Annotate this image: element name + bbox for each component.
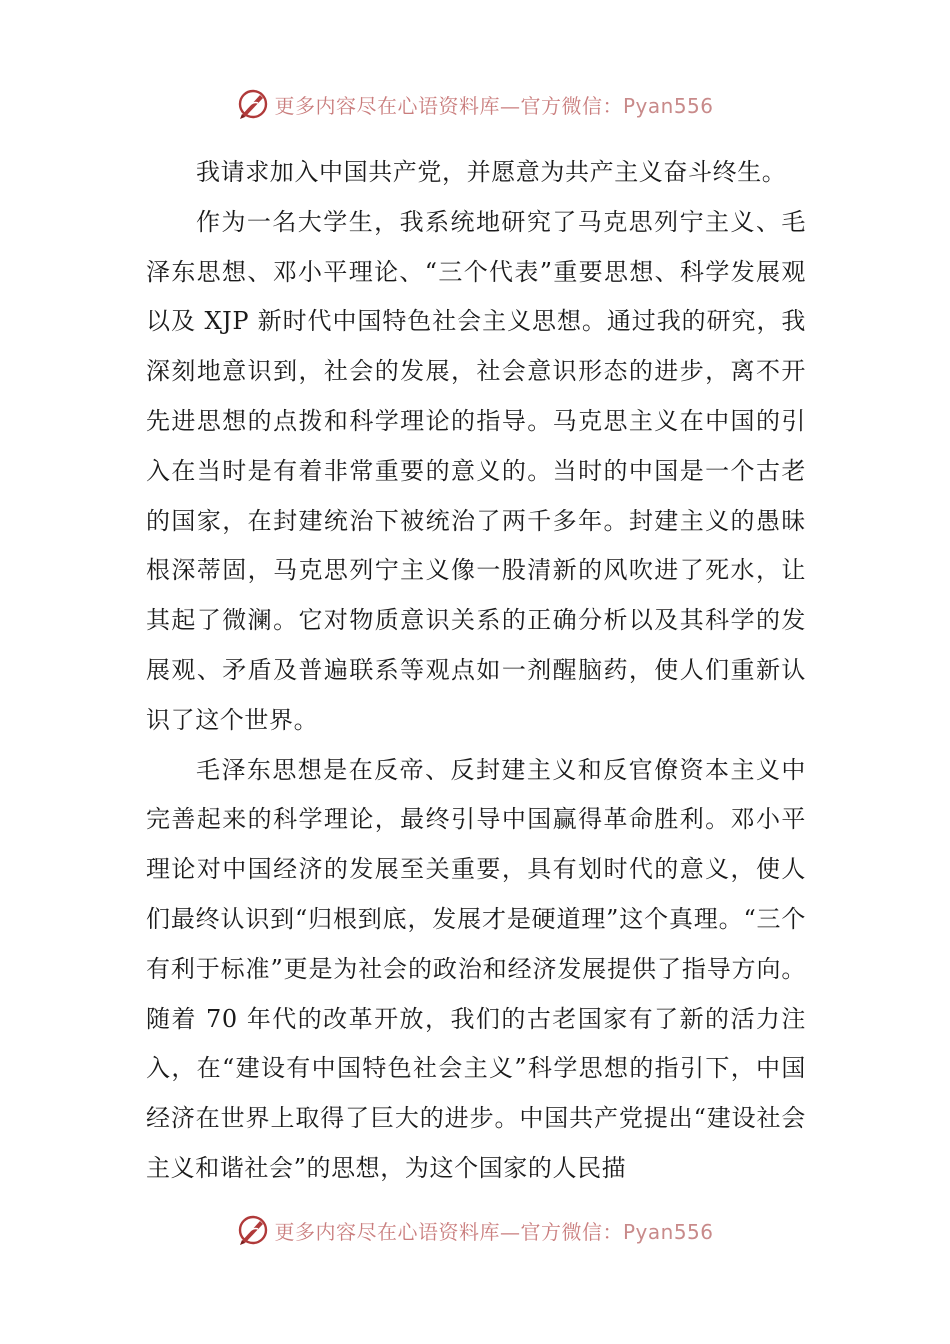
banner-main-text: 更多内容尽在心语资料库 [274, 1219, 500, 1244]
footer-banner [0, 1210, 950, 1250]
paragraph-3: 毛泽东思想是在反帝、反封建主义和反官僚资本主义中完善起来的科学理论，最终引导中国赢得革命胜利。邓小平理论对中国经济的发展至关重要，具有划时代的意义，使人们最终认识到“归根到底，发展才是硬道理”这个真理。“三个有利于标准”更是为社会的政治和经济发展提供了指导方向。随着 70 年代的改革开放，我们的古老国家有了新的活力注入，在“建设有中国特色社会主义”科学思想的指引下，中国经济在世界上取得了巨大的进步。中国共产党提出“建设社会主义和谐社会”的思想，为这个国家的人民描 [146, 755, 806, 1182]
banner-text [274, 90, 713, 119]
paragraph-2: 作为一名大学生，我系统地研究了马克思列宁主义、毛泽东思想、邓小平理论、“三个代表”重要思想、科学发展观以及 XJP 新时代中国特色社会主义思想。通过我的研究，我深刻地意识到，社会的发展，社会意识形态的进步，离不开先进思想的点拨和科学理论的指导。马克思主义在中国的引入在当时是有着非常重要的意义的。当时的中国是一个古老的国家，在封建统治下被统治了两千多年。封建主义的愚昧根深蒂固，马克思列宁主义像一股清新的风吹进了死水，让其起了微澜。它对物质意识关系的正确分析以及其科学的发展观、矛盾及普遍联系等观点如一剂醒脑药，使人们重新认识了这个世界。 [146, 207, 806, 734]
banner-wechat-label: 官方微信： [520, 93, 623, 118]
pen-logo-icon [236, 87, 270, 121]
paragraph-1: 我请求加入中国共产党，并愿意为共产主义奋斗终生。 [196, 158, 787, 186]
banner-main-text: 更多内容尽在心语资料库 [274, 93, 500, 118]
header-banner [0, 84, 950, 124]
pen-logo-icon [236, 1213, 270, 1247]
banner-dash: — [499, 1219, 521, 1244]
banner-wechat-id: Pyan556 [622, 1219, 714, 1244]
document-body [146, 148, 806, 1194]
banner-wechat-label: 官方微信： [520, 1219, 623, 1244]
banner-text [274, 1216, 713, 1245]
banner-wechat-id: Pyan556 [622, 93, 714, 118]
banner-dash: — [499, 93, 521, 118]
